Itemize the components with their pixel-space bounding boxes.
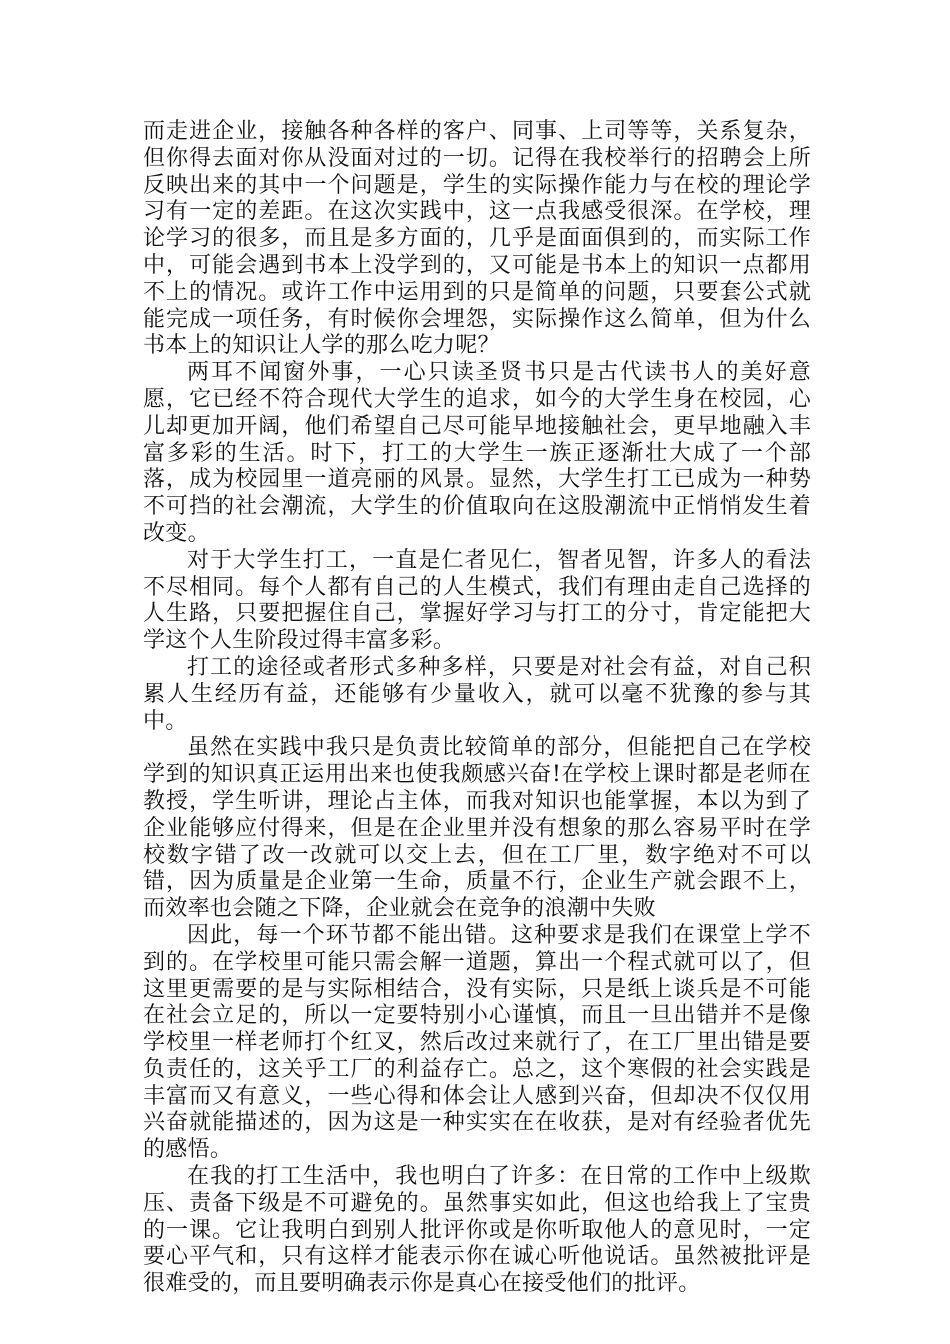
paragraph-4: 打工的途径或者形式多种多样，只要是对社会有益，对自己积累人生经历有益，还能够有少量收入，就可以毫不犹豫的参与其中。 bbox=[143, 654, 811, 734]
document-body bbox=[143, 119, 811, 1298]
paragraph-5: 虽然在实践中我只是负责比较简单的部分，但能把自己在学校学到的知识真正运用出来也使我颇感兴奋!在学校上课时都是老师在教授，学生听讲，理论占主体，而我对知识也能掌握，本以为到了企业能够应付得来，但是在企业里并没有想象的那么容易平时在学校数字错了改一改就可以交上去，但在工厂里，数字绝对不可以错，因为质量是企业第一生命，质量不行，企业生产就会跟不上，而效率也会随之下降，企业就会在竞争的浪潮中失败 bbox=[143, 735, 811, 922]
paragraph-7: 在我的打工生活中，我也明白了许多：在日常的工作中上级欺压、责备下级是不可避免的。虽然事实如此，但这也给我上了宝贵的一课。它让我明白到别人批评你或是你听取他人的意见时，一定要心平气和，只有这样才能表示你在诚心听他说话。虽然被批评是很难受的，而且要明确表示你是真心在接受他们的批评。 bbox=[143, 1164, 811, 1297]
paragraph-3: 对于大学生打工，一直是仁者见仁，智者见智，许多人的看法不尽相同。每个人都有自己的人生模式，我们有理由走自己选择的人生路，只要把握住自己，掌握好学习与打工的分寸，肯定能把大学这个人生阶段过得丰富多彩。 bbox=[143, 547, 811, 654]
paragraph-6: 因此，每一个环节都不能出错。这种要求是我们在课堂上学不到的。在学校里可能只需会解一道题，算出一个程式就可以了，但这里更需要的是与实际相结合，没有实际，只是纸上谈兵是不可能在社会立足的，所以一定要特别小心谨慎，而且一旦出错并不是像学校里一样老师打个红叉，然后改过来就行了，在工厂里出错是要负责任的，这关乎工厂的利益存亡。总之，这个寒假的社会实践是丰富而又有意义，一些心得和体会让人感到兴奋，但却决不仅仅用兴奋就能描述的，因为这是一种实实在在收获，是对有经验者优先的感悟。 bbox=[143, 922, 811, 1163]
paragraph-2: 两耳不闻窗外事，一心只读圣贤书只是古代读书人的美好意愿，它已经不符合现代大学生的追求，如今的大学生身在校园，心儿却更加开阔，他们希望自己尽可能早地接触社会，更早地融入丰富多彩的生活。时下，打工的大学生一族正逐渐壮大成了一个部落，成为校园里一道亮丽的风景。显然，大学生打工已成为一种势不可挡的社会潮流，大学生的价值取向在这股潮流中正悄悄发生着改变。 bbox=[143, 360, 811, 546]
paragraph-1: 而走进企业，接触各种各样的客户、同事、上司等等，关系复杂，但你得去面对你从没面对过的一切。记得在我校举行的招聘会上所反映出来的其中一个问题是，学生的实际操作能力与在校的理论学习有一定的差距。在这次实践中，这一点我感受很深。在学校，理论学习的很多，而且是多方面的，几乎是面面俱到的，而实际工作中，可能会遇到书本上没学到的，又可能是书本上的知识一点都用不上的情况。或许工作中运用到的只是简单的问题，只要套公式就能完成一项任务，有时候你会埋怨，实际操作这么简单，但为什么书本上的知识让人学的那么吃力呢？ bbox=[143, 119, 811, 359]
